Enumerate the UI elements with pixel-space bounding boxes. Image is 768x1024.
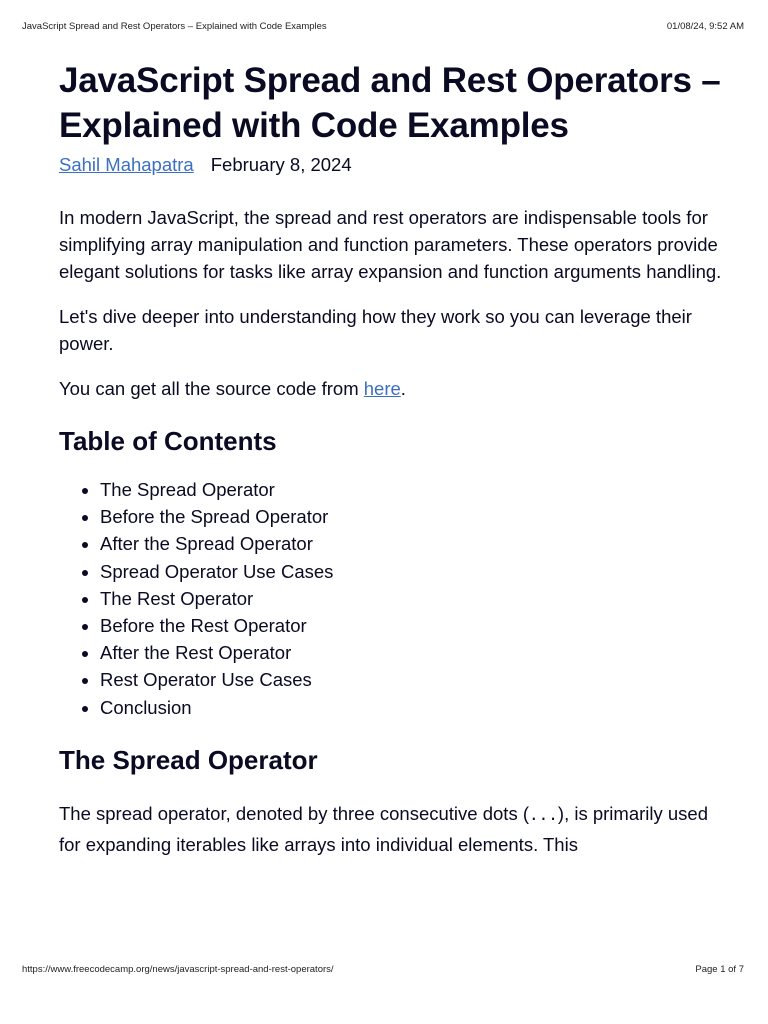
intro-paragraph: In modern JavaScript, the spread and rest operators are indispensable tools for simplifying array manipulation and function parameters. These operators provide elegant solutions for tasks like array expansion and function arguments handling.	[59, 207, 722, 282]
author-link[interactable]: Sahil Mahapatra	[59, 154, 194, 175]
source-code-paragraph	[59, 375, 724, 402]
dive-paragraph: Let's dive deeper into understanding how they work so you can leverage their power.	[59, 306, 692, 354]
toc-item: • Before the Spread Operator	[100, 503, 724, 530]
toc-item: • Spread Operator Use Cases	[100, 558, 724, 585]
print-footer	[22, 962, 744, 976]
article-title: JavaScript Spread and Rest Operators – Explained with Code Examples	[59, 61, 721, 145]
table-of-contents	[59, 476, 724, 721]
toc-item: • After the Rest Operator	[100, 639, 724, 666]
print-header-title: JavaScript Spread and Rest Operators – Explained with Code Examples	[22, 20, 327, 32]
source-code-suffix: .	[400, 378, 406, 399]
toc-item: • Rest Operator Use Cases	[100, 666, 724, 693]
print-footer-url: https://www.freecodecamp.org/news/javascript-spread-and-rest-operators/	[22, 963, 334, 975]
toc-item: • The Rest Operator	[100, 585, 724, 612]
spread-operator-heading: The Spread Operator	[59, 744, 318, 775]
source-code-link[interactable]: here	[363, 378, 401, 399]
print-header	[22, 19, 744, 33]
publish-date: February 8, 2024	[210, 154, 352, 175]
spread-operator-paragraph	[59, 799, 724, 860]
source-code-prefix: You can get all the source code from	[59, 378, 364, 399]
toc-item: • Conclusion	[100, 694, 724, 721]
toc-item: • Before the Rest Operator	[100, 612, 724, 639]
print-header-datetime: 01/08/24, 9:52 AM	[666, 20, 744, 32]
toc-heading: Table of Contents	[59, 426, 277, 456]
byline	[59, 153, 724, 177]
article	[59, 58, 724, 860]
spread-code-snippet: ...	[529, 804, 558, 824]
spread-text-suffix: ), is primarily used for expanding iterables like arrays into individual elements. This	[59, 802, 708, 855]
toc-item: • After the Spread Operator	[100, 530, 724, 557]
print-footer-page-number: Page 1 of 7	[695, 963, 744, 975]
spread-text-prefix: The spread operator, denoted by three consecutive dots (	[59, 802, 529, 824]
toc-item: • The Spread Operator	[100, 476, 724, 503]
